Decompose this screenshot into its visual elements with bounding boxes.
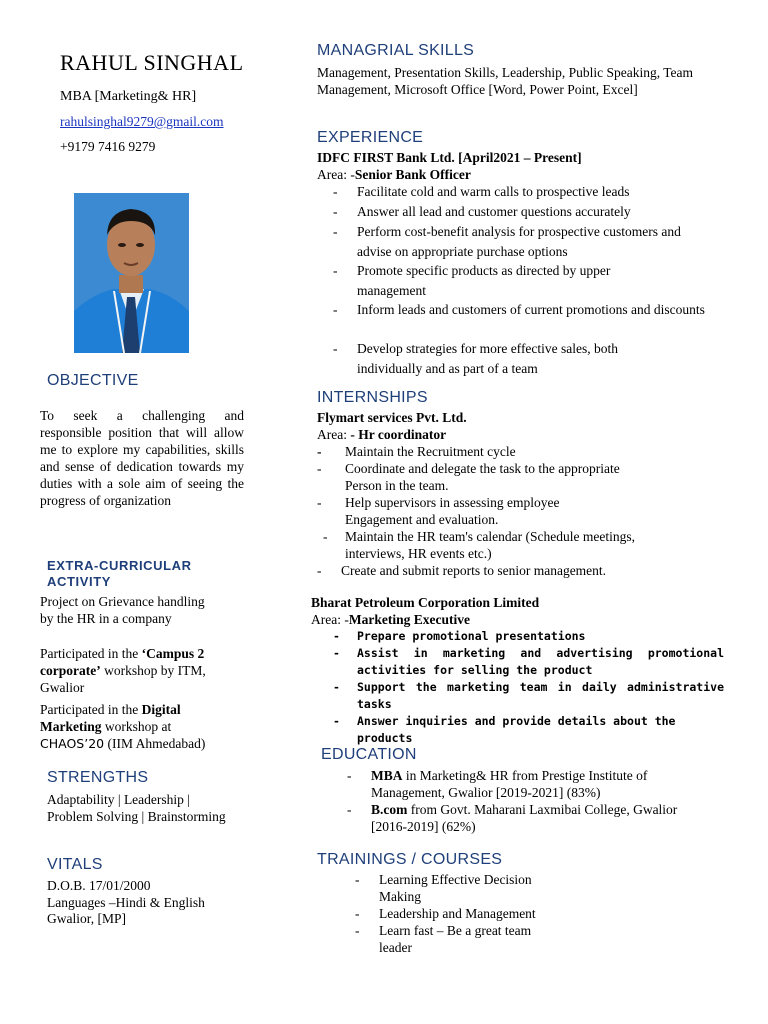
list-item: - Learning Effective Decision Making: [355, 872, 532, 904]
list-item: - Facilitate cold and warm calls to prospective leads: [333, 184, 630, 199]
vitals-location: Gwalior, [MP]: [47, 911, 126, 926]
vitals-heading: VITALS: [47, 856, 103, 873]
experience-heading: EXPERIENCE: [317, 129, 424, 146]
trainings-list: [355, 871, 570, 956]
extra-item-campus: Participated in the ‘Campus 2 corporate’ workshop by ITM, Gwalior: [40, 646, 206, 695]
list-item: - Answer inquiries and provide details about the products: [333, 714, 676, 745]
internship-area-1: Area: - Hr coordinator: [317, 427, 447, 442]
list-item: - Create and submit reports to senior management.: [317, 563, 607, 578]
experience-area: Area: -Senior Bank Officer: [317, 167, 471, 182]
vitals-dob: D.O.B. 17/01/2000: [47, 878, 151, 893]
education-list: [347, 767, 697, 835]
email-link[interactable]: rahulsinghal9279@gmail.com: [60, 114, 224, 129]
list-item: - Assist in marketing and advertising promotional activities for selling the product: [333, 646, 724, 677]
internship-company-2: Bharat Petroleum Corporation Limited: [311, 595, 540, 610]
experience-duties-list: [333, 183, 708, 378]
skills-heading: MANAGRIAL SKILLS: [317, 42, 475, 59]
strengths-heading: STRENGTHS: [47, 769, 149, 786]
list-item: - Perform cost-benefit analysis for prospective customers and advise on appropriate purchase options: [333, 224, 681, 259]
list-item: - Prepare promotional presentations: [333, 629, 586, 643]
education-heading: EDUCATION: [321, 746, 417, 763]
internship-area-2: Area: -Marketing Executive: [311, 612, 470, 627]
extra-item-grievance: Project on Grievance handling by the HR in a company: [40, 594, 205, 626]
list-item: - Learn fast – Be a great team leader: [355, 923, 532, 955]
strengths-text: Adaptability | Leadership | Problem Solving | Brainstorming: [47, 792, 226, 824]
internship-duties-list-1: [317, 443, 662, 579]
list-item: - Develop strategies for more effective sales, both individually and as part of a team: [333, 341, 619, 376]
degree: MBA [Marketing& HR]: [60, 89, 197, 104]
internship-duties-list-2: [333, 628, 724, 745]
phone-number: +9179 7416 9279: [60, 139, 156, 154]
objective-text: To seek a challenging and responsible position that will allow me to explore my capabilities, skills and sense of dedication towards my duties with a sole aim of seeing the progress of organization: [40, 408, 244, 508]
list-item: - Coordinate and delegate the task to the appropriate Person in the team.: [317, 461, 620, 493]
trainings-heading: TRAININGS / COURSES: [317, 851, 503, 868]
list-item: - B.com from Govt. Maharani Laxmibai College, Gwalior [2016-2019] (62%): [347, 802, 678, 834]
extra-curricular-heading: EXTRA-CURRICULAR ACTIVITY: [47, 558, 192, 589]
experience-company: IDFC FIRST Bank Ltd. [April2021 – Present]: [317, 150, 582, 165]
extra-item-digital-marketing: Participated in the Digital Marketing workshop at CHAOS’20 (IIM Ahmedabad): [40, 702, 206, 751]
list-item: - Leadership and Management: [355, 906, 536, 921]
list-item: - Help supervisors in assessing employee Engagement and evaluation.: [317, 495, 560, 527]
vitals-languages: Languages –Hindi & English: [47, 895, 205, 910]
objective-heading: OBJECTIVE: [47, 372, 139, 389]
skills-text: Management, Presentation Skills, Leadership, Public Speaking, Team Management, Microsoft Office [Word, Power Point, Excel]: [317, 65, 693, 97]
internships-heading: INTERNSHIPS: [317, 389, 428, 406]
list-item: - Maintain the HR team's calendar (Schedule meetings, interviews, HR events etc.): [323, 529, 635, 561]
internship-company-1: Flymart services Pvt. Ltd.: [317, 410, 467, 425]
list-item: - Support the marketing team in daily administrative tasks: [333, 680, 724, 711]
profile-photo: [74, 193, 189, 353]
list-item: - Maintain the Recruitment cycle: [317, 444, 516, 459]
list-item: - MBA in Marketing& HR from Prestige Institute of Management, Gwalior [2019-2021] (83%): [347, 768, 648, 800]
list-item: - Answer all lead and customer questions accurately: [333, 203, 631, 219]
list-item: - Promote specific products as directed by upper management: [333, 263, 611, 298]
candidate-name: RAHUL SINGHAL: [60, 50, 244, 75]
list-item: - Inform leads and customers of current promotions and discounts: [333, 302, 705, 317]
